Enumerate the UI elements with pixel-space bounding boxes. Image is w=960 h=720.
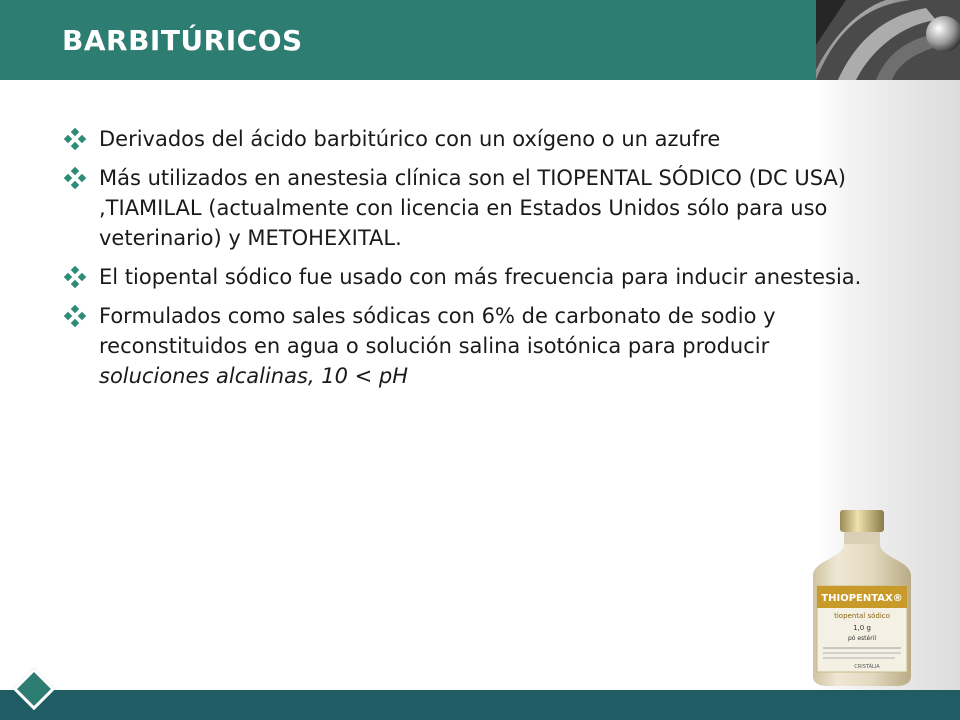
bullet-item [64, 301, 864, 391]
bullet-text: Formulados como sales sódicas con 6% de carbonato de sodio y reconstituidos en agua o solución salina isotónica para producir [99, 304, 776, 358]
vial-brand-text: THIOPENTAX® [821, 593, 903, 604]
footer-bar [0, 690, 960, 720]
bullet-text-italic: soluciones alcalinas, 10 < pH [99, 364, 409, 388]
four-diamond-bullet-icon [64, 305, 86, 327]
bullet-text: Más utilizados en anestesia clínica son el TIOPENTAL SÓDICO (DC USA) ,TIAMILAL (actualmente con licencia en Estados Unidos sólo para uso veterinario) y METOHEXITAL. [99, 166, 846, 250]
vial-form-text: pó estéril [847, 635, 877, 642]
bullet-text: Derivados del ácido barbitúrico con un oxígeno o un azufre [99, 127, 721, 151]
vial-dose-text: 1,0 g [853, 624, 871, 632]
bullet-text: El tiopental sódico fue usado con más frecuencia para inducir anestesia. [99, 265, 862, 289]
abstract-chrome-graphic [816, 0, 960, 80]
vial-maker-text: CRISTÁLIA [854, 664, 880, 670]
thiopentax-vial-image [805, 506, 917, 688]
corner-decoration-image [816, 0, 960, 80]
bullet-item [64, 163, 864, 253]
four-diamond-bullet-icon [64, 167, 86, 189]
bullet-list [64, 124, 864, 400]
bullet-item [64, 124, 864, 154]
slide-title: BARBITÚRICOS [62, 24, 303, 57]
vial-drug-text: tiopental sódico [834, 612, 890, 620]
four-diamond-bullet-icon [64, 128, 86, 150]
four-diamond-bullet-icon [64, 266, 86, 288]
title-bar [0, 0, 816, 80]
bullet-item [64, 262, 864, 292]
